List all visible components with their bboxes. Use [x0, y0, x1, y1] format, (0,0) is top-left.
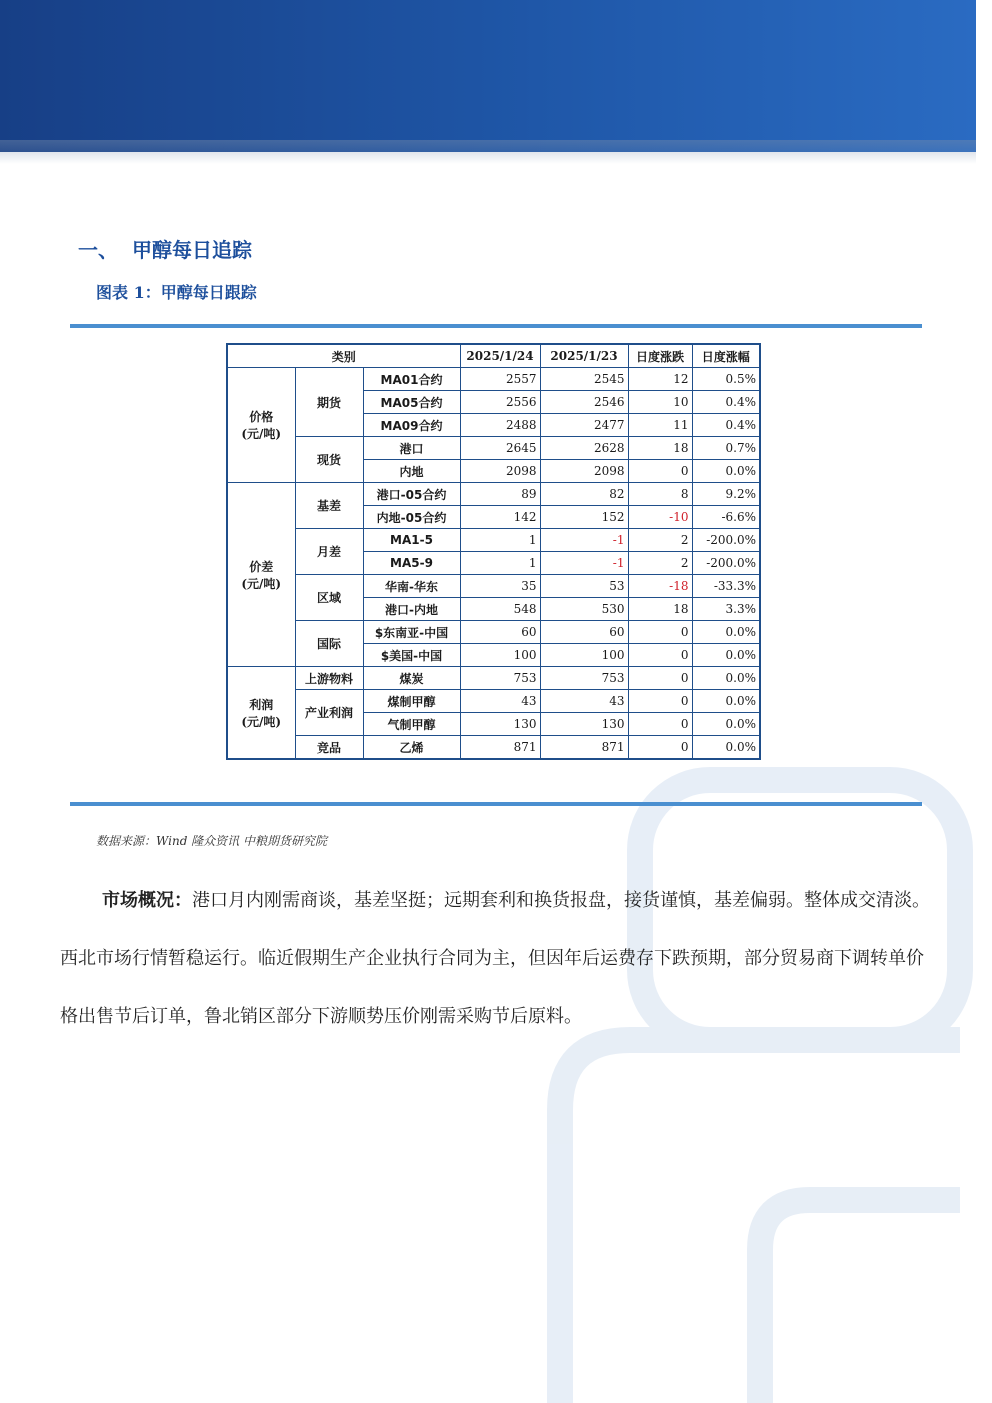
- item-cell: 华南-华东: [363, 575, 460, 598]
- column-header: 2025/1/24: [460, 344, 540, 368]
- value-cell: 1: [460, 552, 540, 575]
- table-row: [227, 437, 760, 460]
- change-cell: 0: [628, 667, 692, 690]
- pct-cell: -200.0%: [692, 552, 760, 575]
- figure-rule-bottom: [70, 802, 922, 806]
- value-cell: 2488: [460, 414, 540, 437]
- subgroup-label: 期货: [295, 368, 363, 437]
- item-cell: 港口: [363, 437, 460, 460]
- item-cell: 内地: [363, 460, 460, 483]
- value-cell: 548: [460, 598, 540, 621]
- value-cell: 530: [540, 598, 628, 621]
- item-cell: 气制甲醇: [363, 713, 460, 736]
- pct-cell: 0.0%: [692, 736, 760, 760]
- value-cell: 2545: [540, 368, 628, 391]
- pct-cell: 0.4%: [692, 391, 760, 414]
- item-cell: 乙烯: [363, 736, 460, 760]
- data-source: 数据来源：Wind 隆众资讯 中粮期货研究院: [96, 834, 328, 848]
- table-row: [227, 483, 760, 506]
- change-cell: 0: [628, 621, 692, 644]
- value-cell: 871: [540, 736, 628, 760]
- change-cell: 18: [628, 598, 692, 621]
- change-cell: 0: [628, 736, 692, 760]
- pct-cell: 0.5%: [692, 368, 760, 391]
- table-row: [227, 529, 760, 552]
- value-cell: 60: [540, 621, 628, 644]
- item-cell: MA1-5: [363, 529, 460, 552]
- item-cell: 煤炭: [363, 667, 460, 690]
- pct-cell: 3.3%: [692, 598, 760, 621]
- pct-cell: -33.3%: [692, 575, 760, 598]
- value-cell: 35: [460, 575, 540, 598]
- pct-cell: -6.6%: [692, 506, 760, 529]
- change-cell: 0: [628, 460, 692, 483]
- table-row: [227, 368, 760, 391]
- subgroup-label: 产业利润: [295, 690, 363, 736]
- value-cell: 130: [460, 713, 540, 736]
- item-cell: $美国-中国: [363, 644, 460, 667]
- value-cell: 753: [540, 667, 628, 690]
- subgroup-label: 基差: [295, 483, 363, 529]
- item-cell: 港口-05合约: [363, 483, 460, 506]
- subgroup-label: 区域: [295, 575, 363, 621]
- pct-cell: 0.0%: [692, 460, 760, 483]
- subgroup-label: 国际: [295, 621, 363, 667]
- change-cell: 0: [628, 644, 692, 667]
- change-cell: -10: [628, 506, 692, 529]
- item-cell: $东南亚-中国: [363, 621, 460, 644]
- value-cell: 100: [540, 644, 628, 667]
- value-cell: 2557: [460, 368, 540, 391]
- table-header-row: [227, 344, 760, 368]
- change-cell: 11: [628, 414, 692, 437]
- table-row: [227, 667, 760, 690]
- table-row: [227, 621, 760, 644]
- item-cell: MA09合约: [363, 414, 460, 437]
- value-cell: 100: [460, 644, 540, 667]
- change-cell: 2: [628, 552, 692, 575]
- value-cell: 142: [460, 506, 540, 529]
- item-cell: 港口-内地: [363, 598, 460, 621]
- summary-label: 市场概况：: [102, 890, 192, 911]
- table-row: [227, 690, 760, 713]
- value-cell: 152: [540, 506, 628, 529]
- pct-cell: 0.4%: [692, 414, 760, 437]
- change-cell: 10: [628, 391, 692, 414]
- item-cell: MA5-9: [363, 552, 460, 575]
- column-header: 2025/1/23: [540, 344, 628, 368]
- methanol-tracking-table: [226, 343, 761, 760]
- subgroup-label: 竞品: [295, 736, 363, 760]
- value-cell: 60: [460, 621, 540, 644]
- summary-text: 港口月内刚需商谈，基差坚挺；远期套利和换货报盘，接货谨慎，基差偏弱。整体成交清淡。西北市场行情暂稳运行。临近假期生产企业执行合同为主，但因年后运费存下跌预期，部分贸易商下调转单价格出售节后订单，鲁北销区部分下游顺势压价刚需采购节后原料。: [60, 890, 930, 1027]
- item-cell: MA01合约: [363, 368, 460, 391]
- pct-cell: 0.7%: [692, 437, 760, 460]
- pct-cell: 0.0%: [692, 690, 760, 713]
- subgroup-label: 现货: [295, 437, 363, 483]
- figure-label: 图表 1：甲醇每日跟踪: [96, 283, 257, 302]
- value-cell: -1: [540, 552, 628, 575]
- pct-cell: 0.0%: [692, 644, 760, 667]
- value-cell: 82: [540, 483, 628, 506]
- value-cell: 871: [460, 736, 540, 760]
- column-header: 类别: [227, 344, 460, 368]
- value-cell: 2098: [540, 460, 628, 483]
- column-header: 日度涨跌: [628, 344, 692, 368]
- section-title: 甲醇每日追踪: [132, 238, 252, 262]
- subgroup-label: 月差: [295, 529, 363, 575]
- value-cell: 89: [460, 483, 540, 506]
- item-cell: 煤制甲醇: [363, 690, 460, 713]
- value-cell: 1: [460, 529, 540, 552]
- column-header: 日度涨幅: [692, 344, 760, 368]
- market-summary: [60, 872, 934, 1046]
- change-cell: 0: [628, 713, 692, 736]
- item-cell: 内地-05合约: [363, 506, 460, 529]
- section-number: 一、: [78, 238, 118, 262]
- item-cell: MA05合约: [363, 391, 460, 414]
- change-cell: 2: [628, 529, 692, 552]
- group-label: 利润 (元/吨): [227, 667, 295, 760]
- value-cell: 53: [540, 575, 628, 598]
- value-cell: 2645: [460, 437, 540, 460]
- change-cell: 8: [628, 483, 692, 506]
- table-row: [227, 736, 760, 760]
- value-cell: -1: [540, 529, 628, 552]
- group-label: 价格 (元/吨): [227, 368, 295, 483]
- pct-cell: 0.0%: [692, 713, 760, 736]
- change-cell: -18: [628, 575, 692, 598]
- value-cell: 2556: [460, 391, 540, 414]
- group-label: 价差 (元/吨): [227, 483, 295, 667]
- value-cell: 43: [460, 690, 540, 713]
- value-cell: 43: [540, 690, 628, 713]
- report-header: [0, 0, 976, 152]
- value-cell: 2098: [460, 460, 540, 483]
- pct-cell: 9.2%: [692, 483, 760, 506]
- figure-rule-top: [70, 324, 922, 328]
- value-cell: 130: [540, 713, 628, 736]
- pct-cell: 0.0%: [692, 621, 760, 644]
- subgroup-label: 上游物料: [295, 667, 363, 690]
- change-cell: 18: [628, 437, 692, 460]
- value-cell: 753: [460, 667, 540, 690]
- pct-cell: 0.0%: [692, 667, 760, 690]
- value-cell: 2546: [540, 391, 628, 414]
- change-cell: 0: [628, 690, 692, 713]
- table-row: [227, 575, 760, 598]
- pct-cell: -200.0%: [692, 529, 760, 552]
- value-cell: 2628: [540, 437, 628, 460]
- header-fade: [0, 140, 976, 164]
- value-cell: 2477: [540, 414, 628, 437]
- change-cell: 12: [628, 368, 692, 391]
